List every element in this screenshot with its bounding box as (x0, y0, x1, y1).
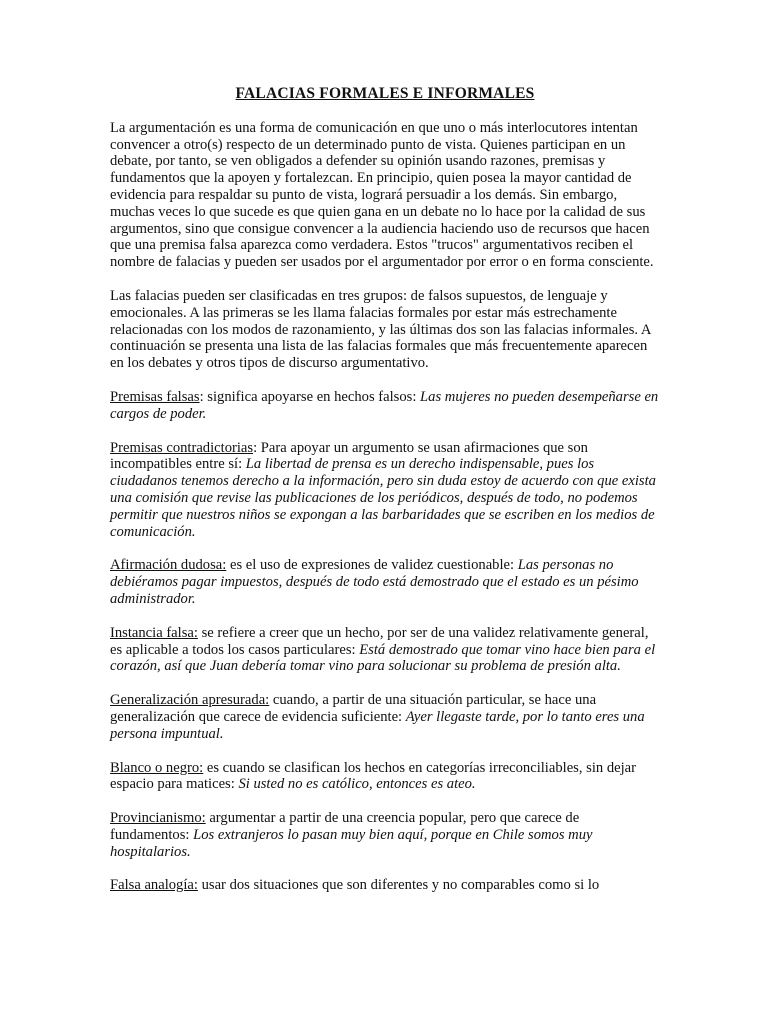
fallacy-term: Generalización apresurada: (110, 692, 270, 709)
fallacy-definition: significa apoyarse en hechos falsos: (203, 388, 421, 405)
fallacy-definition: Para apoyar un argumento se usan afirmaciones que son incompatibles entre sí: (110, 439, 588, 473)
document-title: FALACIAS FORMALES E INFORMALES (235, 85, 535, 102)
fallacy-definition: cuando, a partir de una situación particular, se hace una generalización que carece de evidencia suficiente: (110, 692, 597, 725)
fallacy-example: Los extranjeros lo pasan muy bien aquí, porque en Chile somos muy hospitalarios. (110, 826, 593, 860)
fallacy-example: Las mujeres no pueden desempeñarse en cargos de poder. (110, 388, 659, 422)
fallacy-separator: : (253, 439, 258, 456)
fallacy-generalizacion-apresurada (110, 692, 660, 742)
fallacy-term: Instancia falsa: (110, 624, 198, 641)
fallacy-term: Provincianismo: (110, 810, 206, 827)
fallacy-term: Premisas falsas (110, 388, 200, 405)
fallacy-instancia-falsa (110, 625, 660, 675)
fallacy-premisas-contradictorias (110, 440, 660, 541)
fallacy-provincianismo (110, 810, 660, 860)
fallacy-definition: es el uso de expresiones de validez cuestionable: (226, 557, 518, 574)
fallacy-term: Premisas contradictorias (110, 439, 254, 456)
fallacy-term: Falsa analogía: (110, 877, 198, 894)
fallacy-example: Las personas no debiéramos pagar impuestos, después de todo está demostrado que el estado es un pésimo administrador. (110, 557, 639, 607)
fallacy-example: Si usted no es católico, entonces es ateo. (238, 776, 476, 793)
fallacy-term: Blanco o negro: (110, 759, 204, 776)
fallacy-blanco-o-negro (110, 760, 660, 794)
fallacy-falsa-analogia (110, 877, 660, 894)
fallacy-definition: argumentar a partir de una creencia popular, pero que carece de fundamentos: (110, 810, 580, 843)
fallacy-example: Ayer llegaste tarde, por lo tanto eres una persona impuntual. (110, 708, 645, 742)
fallacy-separator: : (199, 388, 204, 405)
fallacy-definition: es cuando se clasifican los hechos en categorías irreconciliables, sin dejar espacio para matices: (110, 759, 636, 793)
fallacy-definition: usar dos situaciones que son diferentes y no comparables como si lo (197, 877, 600, 894)
fallacy-premisas-falsas (110, 389, 660, 423)
document-page (110, 86, 660, 911)
fallacy-afirmacion-dudosa (110, 557, 660, 607)
intro-paragraph-1: La argumentación es una forma de comunicación en que uno o más interlocutores intentan convencer a otro(s) respecto de un determinado punto de vista. Quienes participan en un debate, por tanto, se ven obligados a defender su opinión usando razones, premisas y fundamentos que la apoyen y fortalezcan. En principio, quien posea la mayor cantidad de evidencia para respaldar su punto de vista, logrará persuadir a los demás. Sin embargo, muchas veces lo que sucede es que quien gana en un debate no lo hace por la calidad de sus argumentos, sino que consigue convencer a la audiencia haciendo uso de recursos que hacen que una premisa falsa aparezca como verdadera. Estos "trucos" argumentativos reciben el nombre de falacias y pueden ser usados por el argumentador por error o en forma consciente. (110, 119, 654, 271)
intro-paragraph-2: Las falacias pueden ser clasificadas en tres grupos: de falsos supuestos, de lenguaje y emocionales. A las primeras se les llama falacias formales por estar más estrechamente relacionadas con los modos de razonamiento, y las últimas dos son las falacias informales. A continuación se presenta una lista de las falacias formales que más frecuentemente aparecen en los debates y otros tipos de discurso argumentativo. (110, 287, 651, 372)
fallacy-example: La libertad de prensa es un derecho indispensable, pues los ciudadanos tenemos derecho a la información, pero sin duda estoy de acuerdo con que exista una comisión que revise las publicaciones de los periódicos, después de todo, no podemos permitir que nuestros niños se expongan a las barbaridades que se escriben en los medios de comunicación. (110, 456, 656, 540)
fallacy-definition: se refiere a creer que un hecho, por ser de una validez relativamente general, es aplicable a todos los casos particulares: (110, 624, 649, 658)
fallacy-example: Está demostrado que tomar vino hace bien para el corazón, así que Juan debería tomar vino para solucionar su problema de presión alta. (110, 641, 656, 675)
fallacy-term: Afirmación dudosa: (110, 557, 227, 574)
